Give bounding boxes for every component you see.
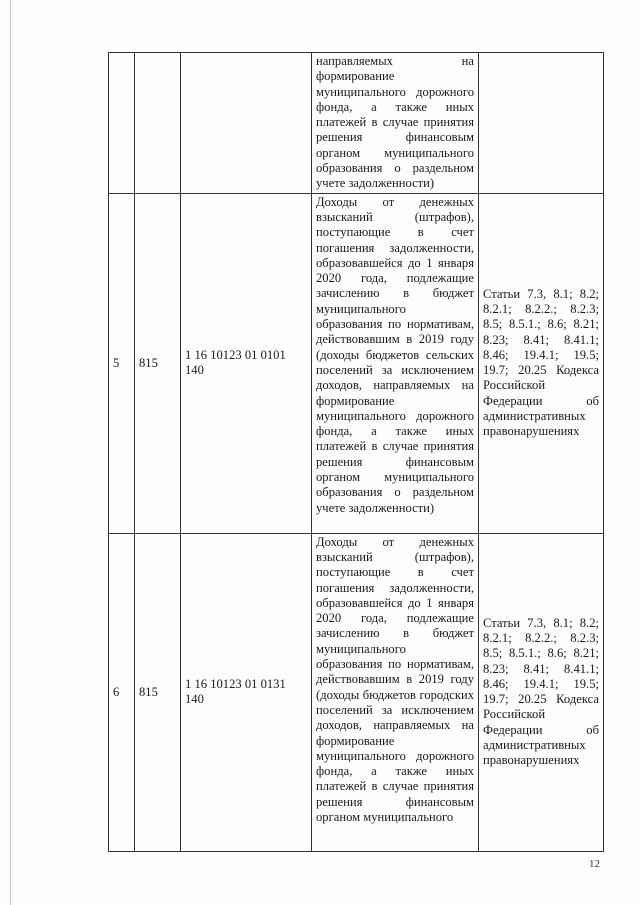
table-row [109, 193, 604, 533]
legal-basis [479, 53, 604, 194]
admin-code: 815 [135, 193, 181, 533]
budget-classification-code: 1 16 10123 01 0101 140 [181, 193, 312, 533]
admin-code: 815 [135, 533, 181, 851]
table-row [109, 533, 604, 851]
legal-basis: Статьи 7.3, 8.1; 8.2; 8.2.1; 8.2.2.; 8.2.3; 8.5; 8.5.1.; 8.6; 8.21; 8.23; 8.41; 8.41.1; 8.46; 19.4.1; 19.5; 19.7; 20.25 Кодекса Российской Федерации об административных правонарушениях [479, 533, 604, 851]
revenue-description: Доходы от денежных взысканий (штрафов), поступающие в счет погашения задолженности, образовавшейся до 1 января 2020 года, подлежащие зачислению в бюджет муниципального образования по нормативам, действовавшим в 2019 году (доходы бюджетов сельских поселений за исключением доходов, направляемых на формирование муниципального дорожного фонда, а также иных платежей в случае принятия решения финансовым органом муниципального образования о раздельном учете задолженности) [312, 193, 479, 533]
budget-classification-code [181, 53, 312, 194]
admin-code [135, 53, 181, 194]
scan-edge-line [10, 0, 11, 905]
table-row [109, 53, 604, 194]
row-number: 6 [109, 533, 135, 851]
budget-classification-code: 1 16 10123 01 0131 140 [181, 533, 312, 851]
legal-basis: Статьи 7.3, 8.1; 8.2; 8.2.1; 8.2.2.; 8.2.3; 8.5; 8.5.1.; 8.6; 8.21; 8.23; 8.41; 8.41.1; 8.46; 19.4.1; 19.5; 19.7; 20.25 Кодекса Российской Федерации об административных правонарушениях [479, 193, 604, 533]
revenue-codes-table [108, 52, 604, 852]
row-number: 5 [109, 193, 135, 533]
revenue-description: направляемых на формирование муниципального дорожного фонда, а также иных платежей в случае принятия решения финансовым органом муниципального образования о раздельном учете задолженности) [312, 53, 479, 194]
revenue-description: Доходы от денежных взысканий (штрафов), поступающие в счет погашения задолженности, образовавшейся до 1 января 2020 года, подлежащие зачислению в бюджет муниципального образования по нормативам, действовавшим в 2019 году (доходы бюджетов городских поселений за исключением доходов, направляемых на формирование муниципального дорожного фонда, а также иных платежей в случае принятия решения финансовым органом муниципального [312, 533, 479, 851]
page-number: 12 [589, 858, 600, 870]
row-number [109, 53, 135, 194]
